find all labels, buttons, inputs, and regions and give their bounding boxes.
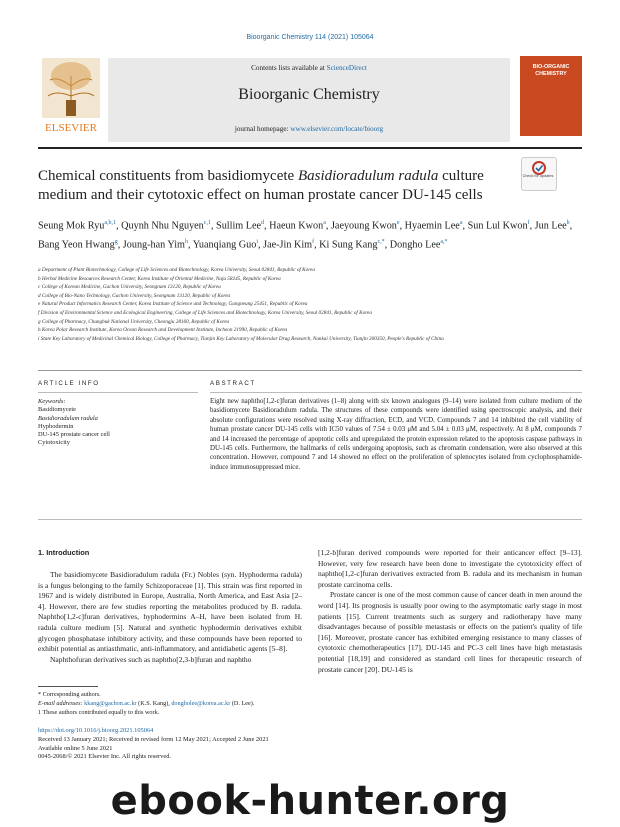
email-link-kang[interactable]: kkang@gachon.ac.kr bbox=[84, 700, 137, 707]
affiliation-item: a Department of Plant Biotechnology, College of Life Sciences and Biotechnology, Korea University, Seoul 02841, Republic of Korea bbox=[38, 267, 315, 273]
abstract-rule bbox=[210, 392, 582, 393]
author-affiliation-marker[interactable]: i bbox=[256, 239, 259, 246]
abstract-heading: ABSTRACT bbox=[210, 380, 256, 387]
author-affiliation-marker[interactable]: b bbox=[566, 220, 570, 226]
contents-prefix: Contents lists available at bbox=[251, 64, 327, 72]
intro-paragraph: [1,2-b]furan derived compounds were reported for their anticancer effect [9–13]. However, very few research have been done to investigate the cytotoxicity effect of naphtho[1,2-c]furan derivatives extracted from B. radula and its mechanism in human prostate carcinoma cells. bbox=[318, 548, 582, 589]
sciencedirect-link[interactable]: ScienceDirect bbox=[326, 64, 367, 72]
author-name[interactable]: Jun Lee bbox=[534, 220, 567, 232]
author-name[interactable]: Haeun Kwon bbox=[269, 220, 324, 232]
intro-column-right bbox=[318, 548, 582, 675]
author-affiliation-marker[interactable]: g bbox=[114, 239, 118, 246]
copyright-line: 0045-2068/© 2021 Elsevier Inc. All rights reserved. bbox=[38, 753, 171, 761]
affiliation-item: b Herbal Medicine Resources Research Center, Korea Institute of Oriental Medicine, Naju 58245, Republic of Korea bbox=[38, 275, 281, 282]
received-dates: Received 13 January 2021; Received in revised form 12 May 2021; Accepted 2 June 2021 bbox=[38, 735, 269, 743]
article-info-heading: ARTICLE INFO bbox=[38, 380, 100, 387]
title-pre: Chemical constituents from basidiomycete bbox=[38, 168, 298, 184]
author-affiliation-marker[interactable]: f bbox=[527, 220, 530, 226]
email-link-lee[interactable]: dongholee@korea.ac.kr bbox=[171, 700, 231, 707]
article-info-rule bbox=[38, 392, 198, 393]
title-species: Basidioradulum radula bbox=[297, 168, 439, 184]
elsevier-wordmark: ELSEVIER bbox=[45, 122, 97, 134]
author-name[interactable]: Seung Mok Ryu bbox=[38, 220, 105, 232]
email-label: E-mail addresses: bbox=[38, 700, 85, 707]
author-name[interactable]: Jaeyoung Kwon bbox=[330, 220, 397, 232]
title-post: culture medium and their cytotoxic effect on human prostate cancer DU-145 cells bbox=[38, 168, 484, 203]
online-date: Available online 5 June 2021 bbox=[38, 744, 113, 752]
intro-column-left bbox=[38, 570, 302, 665]
equal-contribution-note: 1 These authors contributed equally to this work. bbox=[38, 709, 160, 716]
footnote-rule bbox=[38, 686, 98, 687]
affiliation-item: f Division of Environmental Science and Ecological Engineering, College of Life Sciences and Biotechnology, Korea University, Seoul 02841, Republic of Korea bbox=[38, 309, 372, 316]
author-affiliation-marker[interactable]: c,1 bbox=[203, 220, 211, 226]
keyword-item: Basidiomycete bbox=[38, 406, 76, 414]
author-affiliation-marker[interactable]: f bbox=[312, 239, 315, 246]
affiliation-item: h Korea Polar Research Institute, Korea Ocean Research and Development Institute, Incheon 21990, Republic of Korea bbox=[38, 327, 288, 334]
email-line bbox=[38, 699, 582, 708]
author-name[interactable]: Sun Lul Kwon bbox=[467, 220, 528, 232]
affiliation-item: g College of Pharmacy, Chungbuk National University, Cheongju 28160, Republic of Korea bbox=[38, 318, 230, 325]
intro-paragraph: The basidiomycete Basidioradulum radula (Fr.) Nobles (syn. Hyphoderma radula) is a fungus belonging to the family Schizoporaceae [1]. This strain was first reported in 1967 and is widely distributed in Europe, Australia, North America, and East Asia [2–4]. However, there are few studies reporting the metabolites produced by B. radula. Naphtho[1,2-c]furan derivatives, hyphodermins A–H, have been isolated from H. radula culture medium [5]. Natural and synthetic hyphodermin derivatives exhibit glycogen phosphatase inhibitory activity, and these compounds have been reported to exhibit potential as antiasthmatic, anti-inflammatory, and antidiabetic agents [5–8]. bbox=[38, 570, 302, 654]
author-name[interactable]: Hyaemin Lee bbox=[404, 220, 460, 232]
keyword-item: Basidioradulum radula bbox=[38, 414, 98, 422]
doi-link[interactable]: https://doi.org/10.1016/j.bioorg.2021.105064 bbox=[38, 727, 154, 734]
author-affiliation-marker[interactable]: d bbox=[261, 220, 265, 226]
affiliation-item: d College of Bio-Nano Technology, Gachon University, Seongnam 13120, Republic of Korea bbox=[38, 292, 231, 299]
keywords-label: Keywords: bbox=[38, 398, 66, 405]
corresponding-note: * Corresponding authors. bbox=[38, 691, 101, 698]
author-name[interactable]: Jae-Jin Kim bbox=[263, 239, 313, 251]
affiliation-item: i State Key Laboratory of Medicinal Chemical Biology, College of Pharmacy, Tianjin Key Laboratory of Molecular Drug Research, Nankai University, Tianjin 300350, People's Republic of China bbox=[38, 335, 444, 342]
intro-paragraph: Prostate cancer is one of the most common cause of cancer death in men around the word [14]. Its prognosis is usually poor owing to the asymptomatic early stage in most patients [15]. Current treatments such as surgery and radiotherapy have many disadvantages because of possible metastasis or effects on the patient's quality of life [16]. Moreover, prostate cancer has exhibited emerging resistance to many classes of cytotoxic chemotherapeutics [17]. DU-145 and PC-3 cell lines have high metastasis potential [18,19] and considered as standard cell lines for therapeutic research of prostate cancer [20]. DU-145 is bbox=[318, 590, 582, 674]
author-name[interactable]: Sullim Lee bbox=[216, 220, 262, 232]
author-name[interactable]: Bang Yeon Hwang bbox=[38, 239, 115, 251]
journal-citation[interactable]: Bioorganic Chemistry 114 (2021) 105064 bbox=[246, 34, 374, 41]
keywords-list bbox=[38, 406, 198, 447]
email-name-kang: (K.S. Kang), bbox=[136, 700, 172, 707]
keyword-item: DU-145 prostate cancer cell bbox=[38, 431, 110, 439]
introduction-heading: 1. Introduction bbox=[38, 548, 90, 557]
article-title bbox=[38, 167, 518, 204]
keyword-item: Cytotoxicity bbox=[38, 439, 70, 447]
check-updates-label[interactable]: Check for updates bbox=[522, 174, 554, 178]
email-name-lee: (D. Lee). bbox=[230, 700, 255, 707]
author-name[interactable]: Quynh Nhu Nguyen bbox=[121, 220, 204, 232]
author-affiliation-marker[interactable]: e bbox=[396, 220, 400, 226]
author-affiliation-marker[interactable]: a,* bbox=[440, 239, 448, 246]
author-affiliation-marker[interactable]: a bbox=[459, 220, 463, 226]
contents-line bbox=[108, 64, 510, 72]
author-name[interactable]: Joung-han Yim bbox=[122, 239, 185, 251]
watermark: ebook-hunter.org bbox=[110, 778, 510, 824]
affiliation-rule bbox=[38, 370, 582, 371]
intro-paragraph: Naphthofuran derivatives such as naphtho[2,3-b]furan and naphtho bbox=[50, 654, 252, 664]
homepage-link[interactable]: www.elsevier.com/locate/bioorg bbox=[290, 125, 384, 133]
author-affiliation-marker[interactable]: c,* bbox=[377, 239, 385, 246]
header-rule bbox=[38, 147, 582, 149]
affiliation-item: c College of Korean Medicine, Gachon University, Seongnam 13120, Republic of Korea bbox=[38, 284, 221, 291]
journal-title: Bioorganic Chemistry bbox=[238, 86, 380, 103]
affiliation-list bbox=[38, 266, 583, 343]
abstract-text: Eight new naphtho[1,2-c]furan derivatives (1–8) along with six known analogues (9–14) were isolated from culture medium of the basidiomycete Basidioradulum radula. The structures of these compounds were identified using spectroscopic analysis, and their absolute configurations were resolved using X-ray diffraction, ECD, and VCD. Compounds 7 and 14 inhibited the cell viability of human prostate cancer DU-145 cells with IC50 values of 7.54 ± 0.03 μM and 5.04 ± 0.03 μM, respectively. At 8 μM, compounds 7 and 14 increased the percentage of apoptotic cells and upregulated the protein expression related to the apoptosis caspase pathways in DU-145 cells. Furthermore, the hallmarks of cells undergoing apoptosis, such as chromatin condensation, were also observed at this concentration. However, compound 7 and 14 showed no effect on the proliferation of splenocytes isolated from cyclophosphamide-induce immunosuppressed mice. bbox=[210, 398, 582, 471]
affiliation-item: e Natural Product Informatics Research Center, Korea Institute of Science and Technology, Gangneung 25451, Republic of Korea bbox=[38, 301, 308, 308]
abstract-bottom-rule bbox=[38, 519, 582, 520]
elsevier-logo bbox=[38, 56, 104, 136]
author-list: Seung Mok Ryu$^{a,b,1}$, Quynh Nhu Nguyen$^{c,1}$, Sullim Lee$^d$, Haeun Kwon$^a$, Jaeyoung Kwon$^e$, Hyaemin Lee$^a$, Sun Lul Kwon$^f$, Jun Lee$^b$, Bang Yeon Hwang$^g$, Joung-han Yim$^h$, Yuanqiang Guo$^i$, Jae-Jin Kim$^f$, Ki Sung Kang$^{c,*}$, Dongho Lee$^{a,*}$ bbox=[38, 220, 573, 251]
author-affiliation-marker[interactable]: h bbox=[184, 239, 188, 246]
keywords-block bbox=[38, 398, 198, 448]
doi-block bbox=[38, 727, 338, 762]
author-name[interactable]: Dongho Lee bbox=[389, 239, 441, 251]
journal-cover-title: BIO-ORGANIC CHEMISTRY bbox=[532, 64, 570, 77]
footnotes bbox=[38, 690, 582, 717]
author-affiliation-marker[interactable]: a bbox=[323, 220, 326, 226]
author-name[interactable]: Ki Sung Kang bbox=[319, 239, 378, 251]
homepage-line bbox=[108, 125, 510, 133]
author-name[interactable]: Yuanqiang Guo bbox=[192, 239, 257, 251]
homepage-prefix: journal homepage: bbox=[234, 125, 291, 133]
author-affiliation-marker[interactable]: a,b,1 bbox=[104, 220, 117, 226]
keyword-item: Hyphodermin bbox=[38, 422, 74, 430]
